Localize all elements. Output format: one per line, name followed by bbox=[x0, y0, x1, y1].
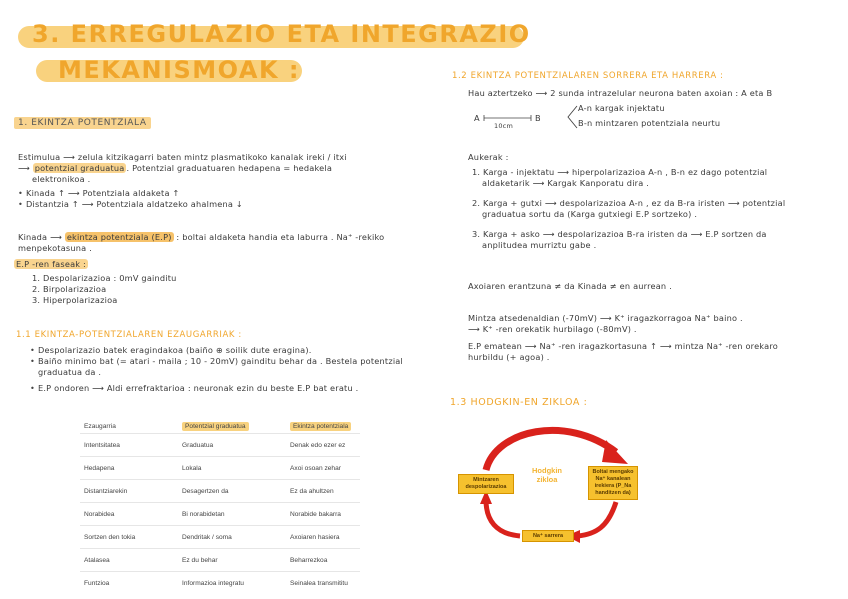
section-1-2-heading: 1.2 EKINTZA POTENTZIALAREN SORRERA ETA HARRERA : bbox=[452, 71, 724, 81]
table-row: Distantziarekin Desagertzen da Ez da ahultzen bbox=[80, 480, 360, 503]
table-header-cell: Ekintza potentziala bbox=[286, 420, 360, 434]
s1-bullet-2: • Distantzia ↑ ⟶ Potentziala aldatzeko ahalmena ↓ bbox=[18, 199, 448, 210]
fase-3: 3. Hiperpolarizazioa bbox=[32, 295, 118, 305]
s1-p1b: ⟶ potentzial graduatua . Potentzial graduatuaren hedapena = hedakela bbox=[18, 163, 333, 173]
ep-iragazkortasuna: E.P ematean ⟶ Na⁺ -ren iragazkortasuna ↑ ⟶ mintza Na⁺ -ren orekaro hurbildu (+ agoa) . bbox=[468, 341, 778, 362]
axon-label-a: A bbox=[474, 113, 480, 123]
ep-faseak-list bbox=[32, 273, 177, 306]
section-1-3-heading: 1.3 HODGKIN-EN ZIKLOA : bbox=[450, 397, 588, 408]
page-title-line1: 3. ERREGULAZIO ETA INTEGRAZIO bbox=[32, 20, 531, 48]
section-1-body bbox=[18, 152, 448, 210]
ekintza-potentziala-highlight: ekintza potentziala (E.P) bbox=[66, 232, 172, 242]
s1-bullet-1: • Kinada ↑ ⟶ Potentziala aldaketa ↑ bbox=[18, 188, 448, 199]
branch-1: A-n kargak injektatu bbox=[578, 103, 665, 113]
axoiaren-erantzuna: Axoiaren erantzuna ≠ da Kinada ≠ en aurrean . bbox=[468, 281, 672, 291]
table-row: Norabidea Bi norabidetan Norabide bakarra bbox=[80, 503, 360, 526]
s11-bullet-3: • E.P ondoren ⟶ Aldi errefraktarioa : neuronak ezin du beste E.P bat eratu . bbox=[30, 383, 450, 394]
s1-p2a: Kinada ⟶ ekintza potentziala (E.P) : boltai aldaketa handia eta laburra . Na⁺ -rekiko bbox=[18, 232, 385, 242]
page-title-line2: MEKANISMOAK : bbox=[58, 56, 301, 84]
table-row: Intentsitatea Graduatua Denak edo ezer ez bbox=[80, 434, 360, 457]
table-row: Hedapena Lokala Axoi osoan zehar bbox=[80, 457, 360, 480]
table-row: Sortzen den tokia Dendritak / soma Axoiaren hasiera bbox=[80, 526, 360, 549]
comparison-table bbox=[80, 420, 360, 594]
aukera-1: 1. Karga - injektatu ⟶ hiperpolarizazioa A-n , B-n ez dago potentzial aldaketarik ⟶ Kargak Kanporatu dira . bbox=[472, 167, 768, 188]
section-1-heading: 1. EKINTZA POTENTZIALA bbox=[14, 117, 151, 129]
table-row: Funtzioa Informazioa integratu Seinalea transmititu bbox=[80, 572, 360, 595]
table-header-row bbox=[80, 420, 360, 434]
aukera-3: 3. Karga + asko ⟶ despolarizazioa B-ra iristen da ⟶ E.P sortzen da anplitudea murriztu gabe . bbox=[472, 229, 767, 250]
table-row: Atalasea Ez du behar Beharrezkoa bbox=[80, 549, 360, 572]
branch-brace bbox=[565, 104, 579, 130]
branch-2: B-n mintzaren potentziala neurtu bbox=[578, 118, 721, 128]
s11-bullet-2: • Baiño minimo bat (= atari - maila ; 10 - 20mV) gainditu behar da . Bestela potentzial graduatua da . bbox=[30, 356, 450, 378]
s1-p1c: elektronikoa . bbox=[32, 174, 91, 184]
potentzial-graduatua-highlight: potentzial graduatua bbox=[34, 163, 125, 173]
section-1-1-heading: 1.1 EKINTZA-POTENTZIALAREN EZAUGARRIAK : bbox=[16, 330, 242, 340]
box-na-kanalen-irekiera: Boltai mengako Na⁺ kanalean irekiera (P_Na handitzen da) bbox=[588, 466, 638, 500]
fase-2: 2. Birpolarizazioa bbox=[32, 284, 107, 294]
hodgkin-center-label: Hodgkin zikloa bbox=[532, 466, 562, 484]
aukerak-label: Aukerak : bbox=[468, 152, 509, 162]
table-header-cell: Ezaugarria bbox=[84, 423, 116, 430]
aukera-2: 2. Karga + gutxi ⟶ despolarizazioa A-n , ez da B-ra iristen ⟶ potentzial graduatua sortu da (Karga gutxiegi E.P sortzeko) . bbox=[472, 198, 786, 219]
fase-1: 1. Despolarizazioa : 0mV gainditu bbox=[32, 273, 177, 283]
table-header-cell: Potentzial graduatua bbox=[178, 420, 286, 434]
box-na-sarrera: Na⁺ sarrera bbox=[522, 530, 574, 542]
s1-p2b: menpekotasuna . bbox=[18, 243, 92, 253]
s11-bullet-1: • Despolarizazio batek eragindakoa (baiño ⊕ soilik dute eragina). bbox=[30, 345, 450, 356]
s1-p1a: Estimulua ⟶ zelula kitzikagarri baten mintz plasmatikoko kanalak ireki / itxi bbox=[18, 152, 347, 162]
box-mintzaren-despolarizazioa: Mintzaren despolarizazioa bbox=[458, 474, 514, 494]
axon-distance: 10cm bbox=[494, 122, 513, 130]
aukerak-list bbox=[472, 167, 842, 251]
rest-potential: Mintza atsedenaldian (-70mV) ⟶ K⁺ iragazkorragoa Na⁺ baino . ⟶ K⁺ -ren orekatik hurbilago (-80mV) . bbox=[468, 313, 743, 334]
section-1-body-2 bbox=[18, 232, 448, 254]
axon-label-b: B bbox=[535, 113, 541, 123]
s12-intro: Hau aztertzeko ⟶ 2 sunda intrazelular neurona baten axoian : A eta B bbox=[468, 88, 773, 98]
section-1-1-body bbox=[30, 345, 450, 394]
ep-faseak-label: E.P -ren faseak : bbox=[16, 259, 87, 269]
